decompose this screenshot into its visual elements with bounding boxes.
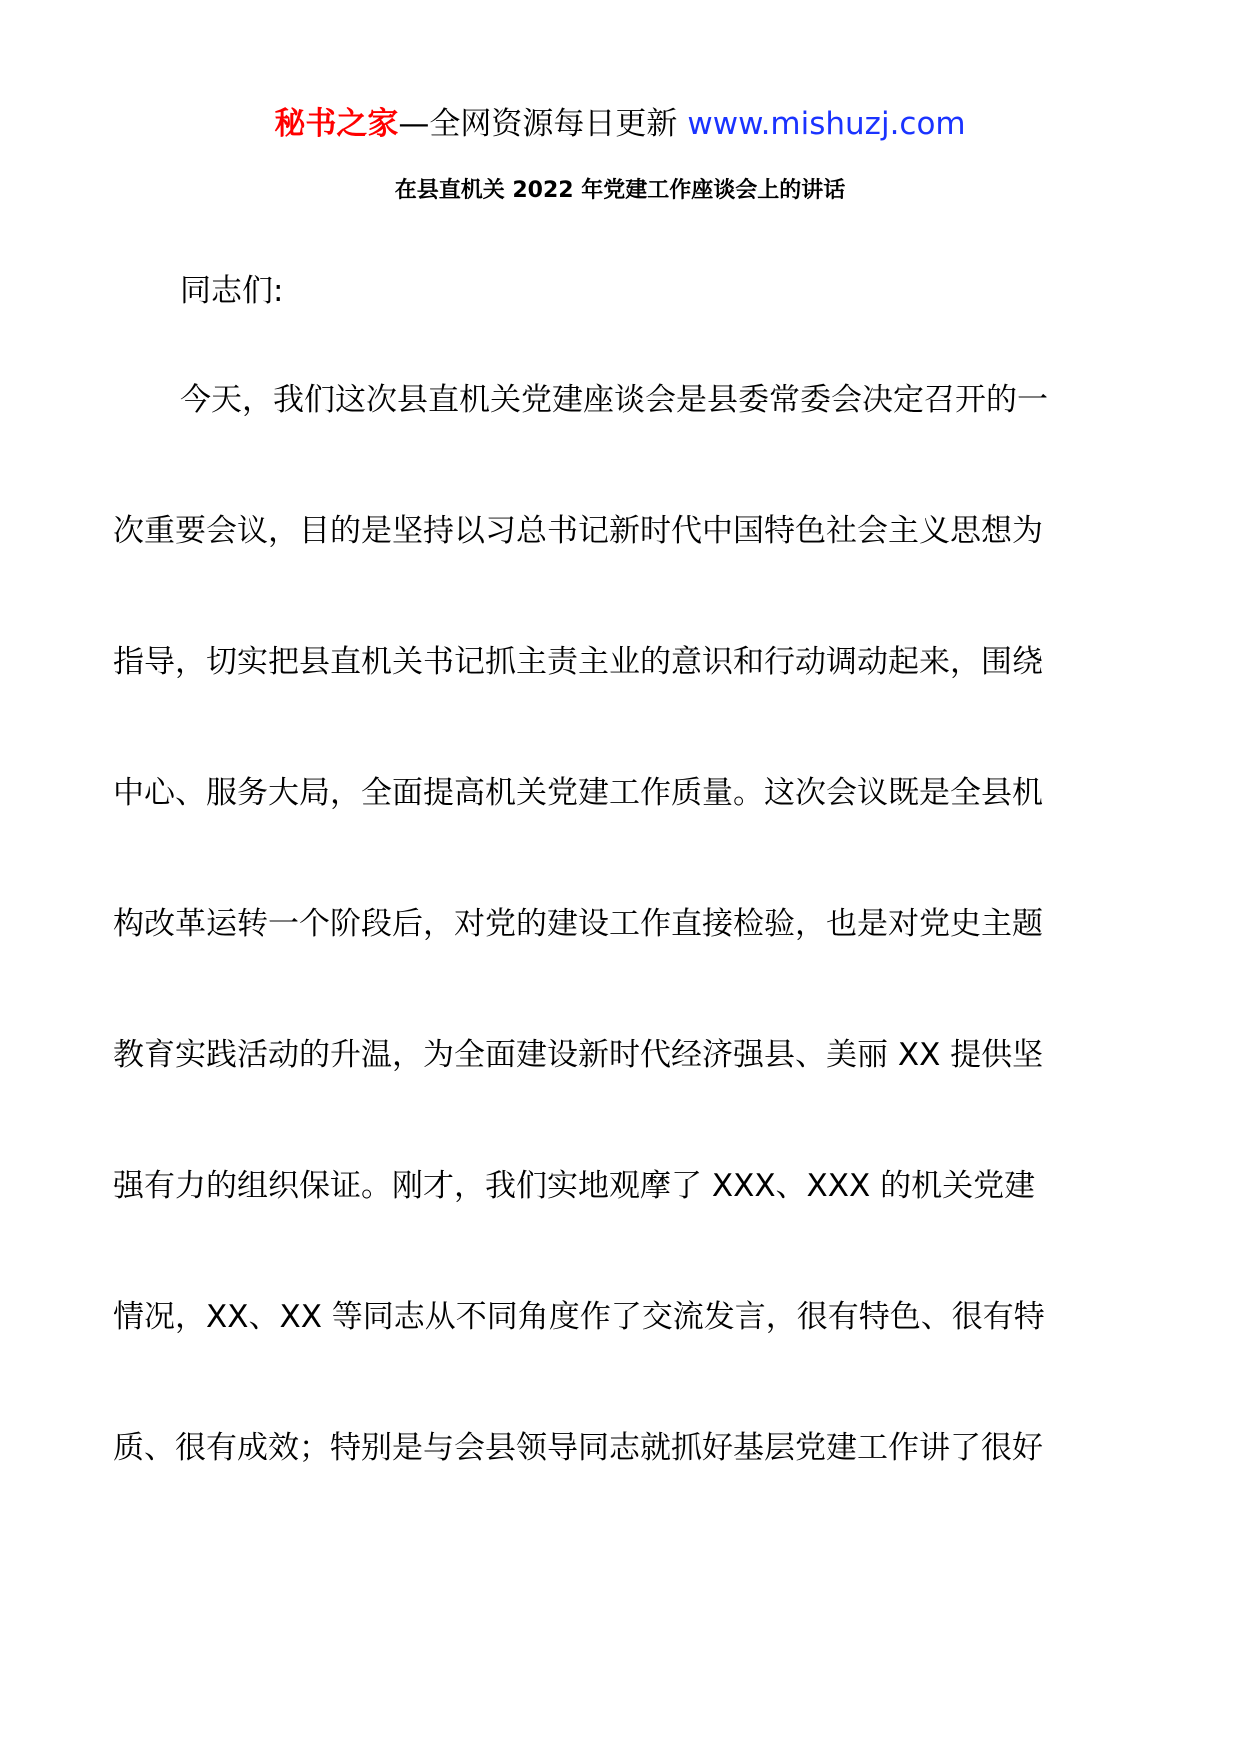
body-line: 次重要会议，目的是坚持以习总书记新时代中国特色社会主义思想为 xyxy=(113,513,1043,549)
body-paragraph xyxy=(113,335,1133,1514)
site-header xyxy=(0,100,1240,148)
site-tagline: —全网资源每日更新 xyxy=(398,106,678,142)
body-line: 今天，我们这次县直机关党建座谈会是县委常委会决定召开的一 xyxy=(180,382,1048,418)
body-line: 中心、服务大局，全面提高机关党建工作质量。这次会议既是全县机 xyxy=(113,775,1043,811)
site-brand: 秘书之家 xyxy=(274,106,399,142)
body-line: 强有力的组织保证。刚才，我们实地观摩了 XXX、XXX 的机关党建 xyxy=(113,1168,1036,1204)
body-line: 质、很有成效；特别是与会县领导同志就抓好基层党建工作讲了很好 xyxy=(113,1430,1043,1466)
body-line: 构改革运转一个阶段后，对党的建设工作直接检验，也是对党史主题 xyxy=(113,906,1043,942)
body-line: 情况，XX、XX 等同志从不同角度作了交流发言，很有特色、很有特 xyxy=(113,1299,1045,1335)
site-url-link[interactable]: www.mishuzj.com xyxy=(687,106,966,142)
body-line: 指导，切实把县直机关书记抓主责主业的意识和行动调动起来，围绕 xyxy=(113,644,1043,680)
salutation: 同志们: xyxy=(180,273,284,309)
body-line: 教育实践活动的升温，为全面建设新时代经济强县、美丽 XX 提供坚 xyxy=(113,1037,1044,1073)
document-title: 在县直机关 2022 年党建工作座谈会上的讲话 xyxy=(394,178,846,203)
